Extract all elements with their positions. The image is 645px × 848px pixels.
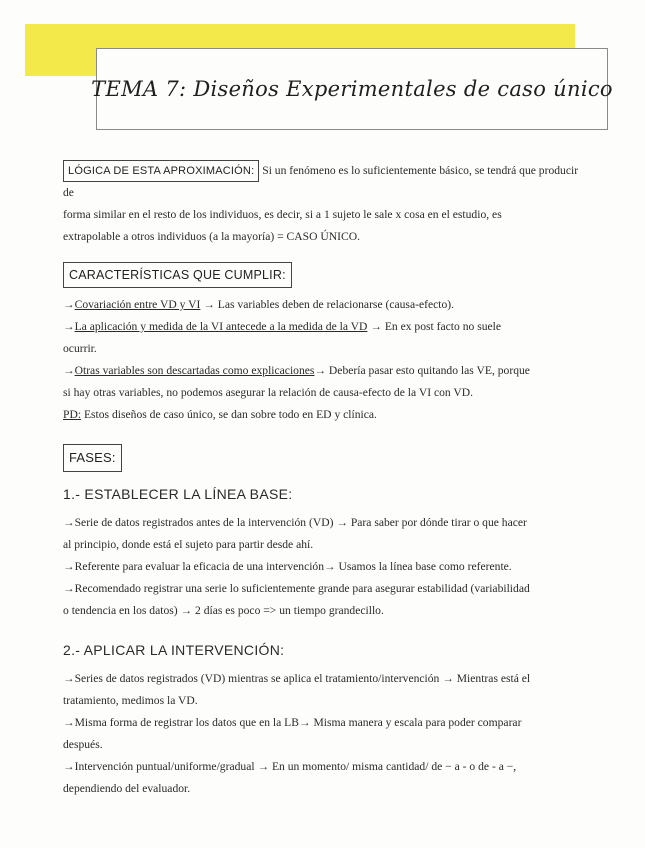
caracteristicas-item: →Covariación entre VD y VI → Las variables deben de relacionarse (causa-efecto). xyxy=(63,298,455,311)
caracteristicas-label: CARACTERÍSTICAS QUE CUMPLIR: xyxy=(63,262,292,288)
caracteristicas-item: →Otras variables son descartadas como explicaciones→ Debería pasar esto quitando las VE, porque xyxy=(63,364,530,377)
caracteristicas-item-cont: ocurrir. xyxy=(63,342,97,355)
pd-note: PD: Estos diseños de caso único, se dan sobre todo en ED y clínica. xyxy=(63,408,377,421)
phase2-line: dependiendo del evaluador. xyxy=(63,782,191,795)
phase2-title: 2.- APLICAR LA INTERVENCIÓN: xyxy=(63,642,285,658)
page-title: TEMA 7: Diseños Experimentales de caso único xyxy=(91,77,613,101)
phase1-line: o tendencia en los datos) → 2 días es poco => un tiempo grandecillo. xyxy=(63,604,384,617)
title-box xyxy=(91,48,613,130)
phase1-line: →Recomendado registrar una serie lo suficientemente grande para asegurar estabilidad (variabilidad xyxy=(63,582,530,595)
fases-section xyxy=(63,444,583,800)
phase1-line: al principio, donde está el sujeto para partir desde ahí. xyxy=(63,538,314,551)
caracteristicas-item-cont: si hay otras variables, no podemos asegurar la relación de causa-efecto de la VI con VD. xyxy=(63,386,474,399)
logica-section xyxy=(63,160,583,248)
phase2-line: después. xyxy=(63,738,103,751)
phase2-line: →Intervención puntual/uniforme/gradual → En un momento/ misma cantidad/ de − a - o de - a −, xyxy=(63,760,517,773)
logica-text-2: forma similar en el resto de los individuos, es decir, si a 1 sujeto le sale x cosa en el estudio, es xyxy=(63,208,502,221)
caracteristicas-item: →La aplicación y medida de la VI antecede a la medida de la VD → En ex post facto no suele xyxy=(63,320,502,333)
logica-text-1: Si un fenómeno es lo suficientemente básico, se tendrá que producir de xyxy=(63,164,579,199)
logica-text-3: extrapolable a otros individuos (a la mayoría) = CASO ÚNICO. xyxy=(63,230,360,243)
phase2-line: tratamiento, medimos la VD. xyxy=(63,694,198,707)
phase2-line: →Series de datos registrados (VD) mientras se aplica el tratamiento/intervención → Mientras está el xyxy=(63,672,531,685)
logica-label: LÓGICA DE ESTA APROXIMACIÓN: xyxy=(63,160,259,182)
caracteristicas-section xyxy=(63,262,583,426)
phase1-line: →Serie de datos registrados antes de la intervención (VD) → Para saber por dónde tirar o que hacer xyxy=(63,516,527,529)
phase2-line: →Misma forma de registrar los datos que en la LB→ Misma manera y escala para poder comparar xyxy=(63,716,522,729)
phase1-line: →Referente para evaluar la eficacia de una intervención→ Usamos la línea base como referente. xyxy=(63,560,512,573)
document-body xyxy=(63,160,583,800)
phase1-title: 1.- ESTABLECER LA LÍNEA BASE: xyxy=(63,486,293,502)
fases-label: FASES: xyxy=(63,444,122,472)
